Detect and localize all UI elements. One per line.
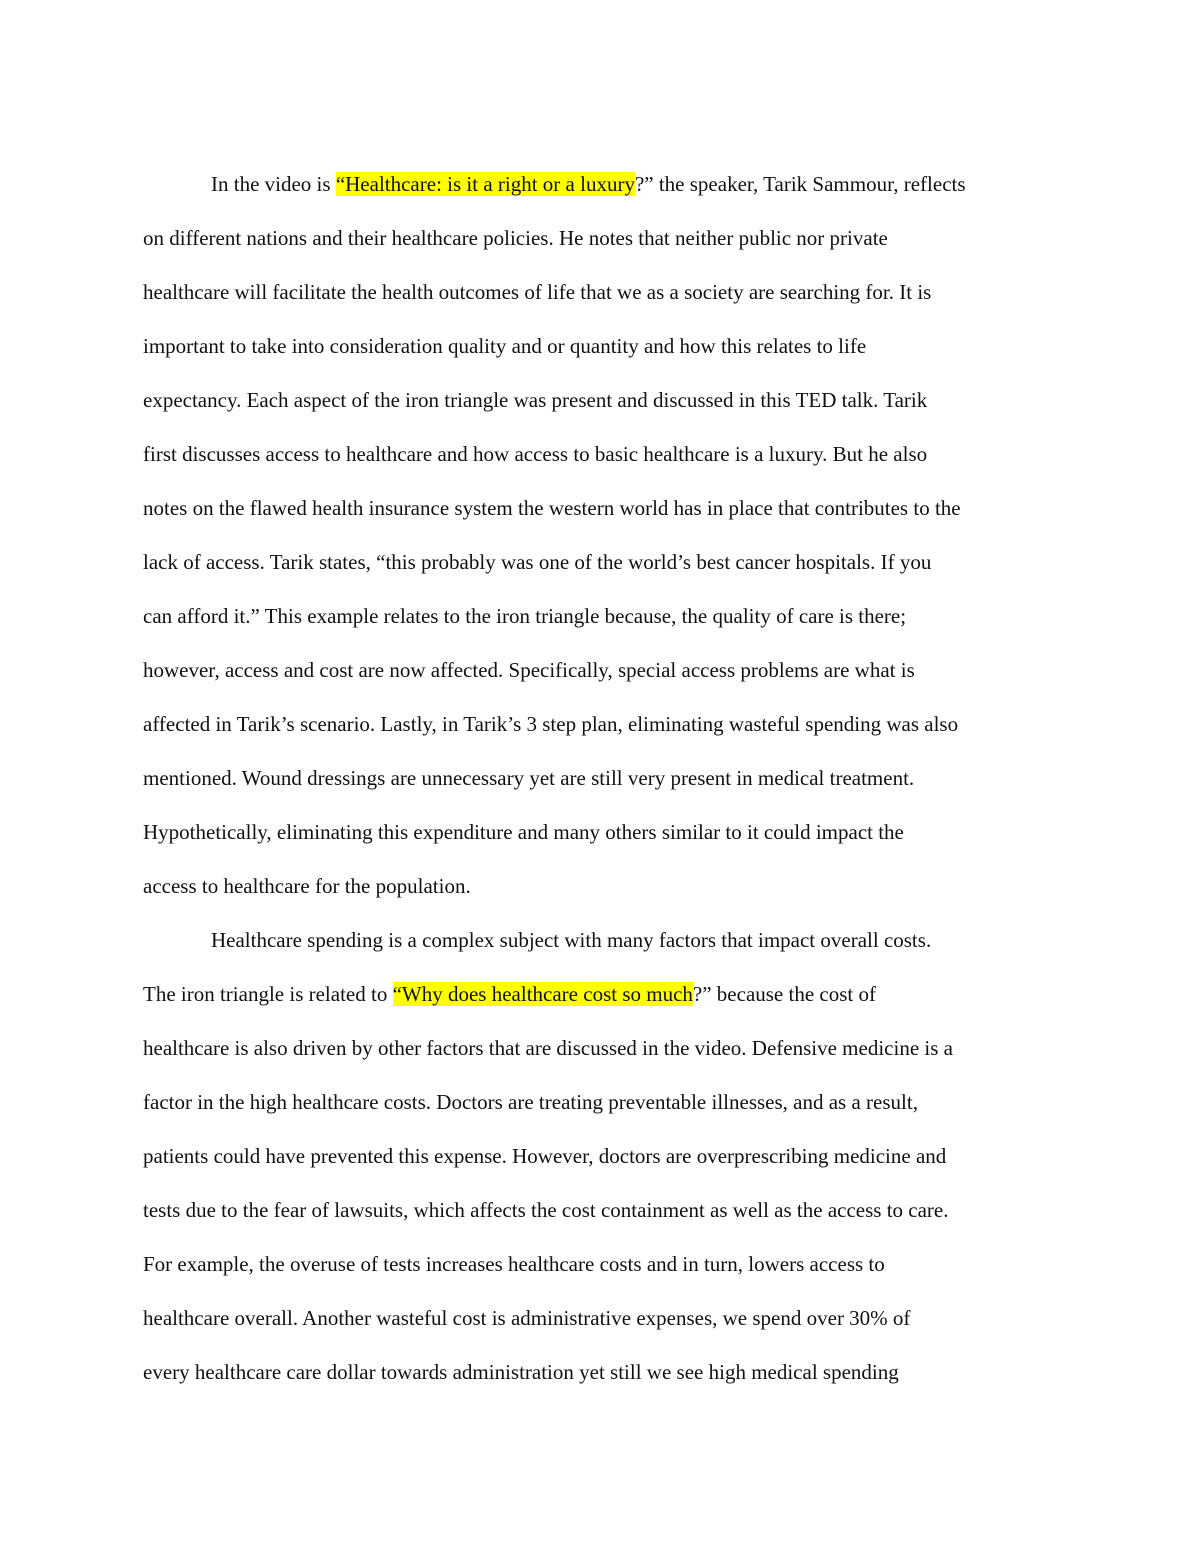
line-text: In the video is (211, 172, 336, 196)
paragraph-line: important to take into consideration quality and or quantity and how this relates to life (143, 334, 867, 358)
paragraph-line: Hypothetically, eliminating this expenditure and many others similar to it could impact the (143, 820, 904, 844)
highlighted-video-title: “Why does healthcare cost so much (392, 982, 693, 1006)
paragraph-line: healthcare is also driven by other factors that are discussed in the video. Defensive medicine is a (143, 1036, 953, 1060)
paragraph-line: tests due to the fear of lawsuits, which affects the cost containment as well as the access to care. (143, 1198, 949, 1222)
line-text: The iron triangle is related to (143, 982, 393, 1006)
paragraph-line: affected in Tarik’s scenario. Lastly, in Tarik’s 3 step plan, eliminating wasteful spending was also (143, 712, 959, 736)
paragraph-line: on different nations and their healthcare policies. He notes that neither public nor private (143, 226, 888, 250)
paragraph-line: healthcare overall. Another wasteful cost is administrative expenses, we spend over 30% of (143, 1306, 911, 1330)
line-text: ?” the speaker, Tarik Sammour, reflects (634, 172, 966, 196)
paragraph-line: factor in the high healthcare costs. Doctors are treating preventable illnesses, and as a result, (143, 1090, 918, 1114)
paragraph-line: can afford it.” This example relates to the iron triangle because, the quality of care is there; (143, 604, 907, 628)
paragraph-line: mentioned. Wound dressings are unnecessary yet are still very present in medical treatment. (143, 766, 915, 790)
paragraph-line: expectancy. Each aspect of the iron triangle was present and discussed in this TED talk. Tarik (143, 388, 928, 412)
paragraph-line: Healthcare spending is a complex subject with many factors that impact overall costs. (211, 928, 932, 952)
paragraph-line: patients could have prevented this expense. However, doctors are overprescribing medicine and (143, 1144, 947, 1168)
paragraph-line: healthcare will facilitate the health outcomes of life that we as a society are searching for. It is (143, 280, 932, 304)
paragraph-line: every healthcare care dollar towards administration yet still we see high medical spending (143, 1360, 899, 1384)
paragraph-line: For example, the overuse of tests increases healthcare costs and in turn, lowers access to (143, 1252, 885, 1276)
paragraph-line (211, 170, 1063, 198)
line-text: ?” because the cost of (692, 982, 876, 1006)
paragraph-line: lack of access. Tarik states, “this probably was one of the world’s best cancer hospitals. If you (143, 550, 932, 574)
paragraph-line: access to healthcare for the population. (143, 874, 471, 898)
highlighted-video-title: “Healthcare: is it a right or a luxury (335, 172, 635, 196)
paragraph-line: however, access and cost are now affected. Specifically, special access problems are what is (143, 658, 915, 682)
paragraph-line (143, 980, 1063, 1008)
paragraph-line: first discusses access to healthcare and how access to basic healthcare is a luxury. But he also (143, 442, 928, 466)
paragraph-line: notes on the flawed health insurance system the western world has in place that contributes to the (143, 496, 961, 520)
